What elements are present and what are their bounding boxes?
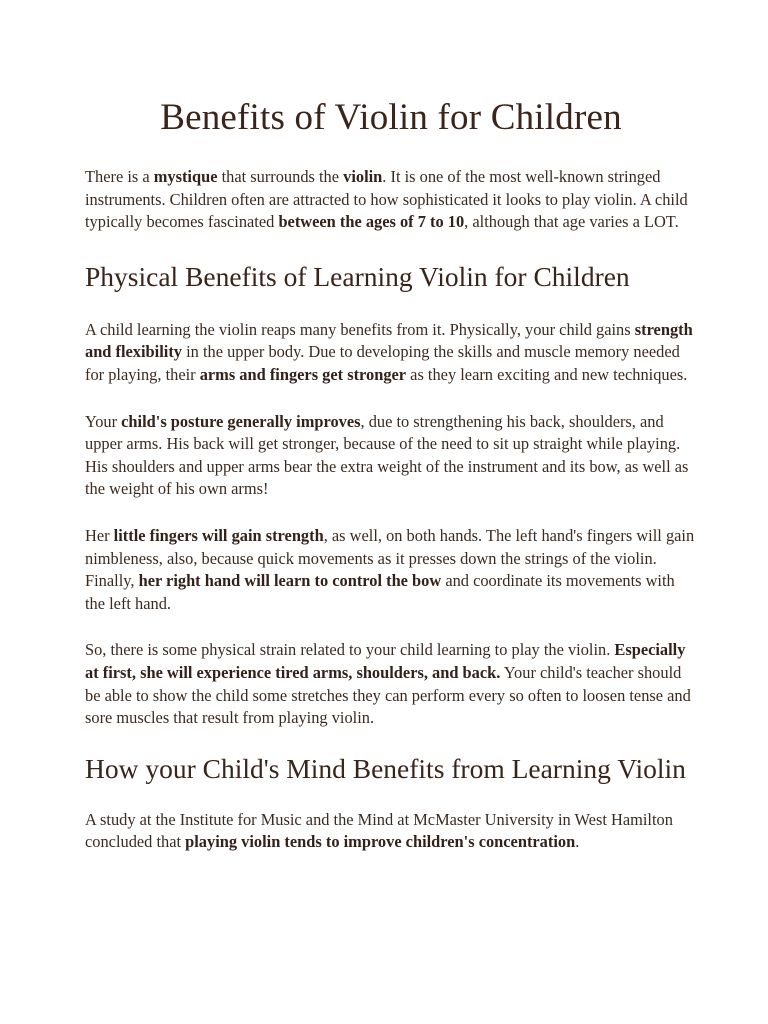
body-text: A study at the Institute for Music and the Mind at McMaster University in West Hamilton concluded that: [85, 809, 673, 852]
emphasized-text: child's posture generally improves: [121, 411, 361, 431]
physical-paragraph-strain: [85, 639, 697, 729]
emphasized-text: playing violin tends to improve children's concentration: [185, 832, 576, 852]
mind-benefits-heading: How your Child's Mind Benefits from Learning Violin: [85, 752, 686, 784]
body-text: that surrounds the: [217, 167, 344, 186]
intro-paragraph: [85, 166, 697, 234]
mind-paragraph: [85, 809, 697, 854]
emphasized-text: Especially at first, she will experience tired arms, shoulders, and back.: [85, 640, 686, 682]
body-text: . It is one of the most well-known stringed instruments. Children often are attracted to how sophisticated it looks to play violin. A child typically becomes fascinated: [85, 167, 688, 232]
body-text: A child learning the violin reaps many benefits from it. Physically, your child gains: [85, 319, 635, 339]
body-text: and coordinate its movements with the left hand.: [85, 571, 675, 613]
emphasized-text: mystique: [153, 167, 218, 186]
body-text: Her: [85, 525, 114, 545]
physical-paragraph-strength: [85, 319, 697, 387]
document-title: Benefits of Violin for Children: [160, 97, 622, 138]
body-text: .: [575, 832, 580, 852]
body-text: , although that age varies a LOT.: [464, 212, 679, 232]
emphasized-text: arms and fingers get stronger: [199, 364, 407, 384]
body-text: So, there is some physical strain related to your child learning to play the violin.: [85, 640, 615, 660]
emphasized-text: violin: [343, 167, 383, 186]
emphasized-text: between the ages of 7 to 10: [278, 212, 465, 232]
body-text: Your child's teacher should be able to show the child some stretches they can perform every so often to loosen tense and sore muscles that result from playing violin.: [85, 662, 691, 728]
body-text: in the upper body. Due to developing the skills and muscle memory needed for playing, their: [85, 342, 680, 384]
body-text: as they learn exciting and new techniques.: [406, 364, 688, 384]
physical-paragraph-posture: [85, 411, 697, 501]
document-page: [85, 92, 697, 854]
body-text: , due to strengthening his back, shoulders, and upper arms. His back will get stronger, because of the need to sit up straight while playing. His shoulders and upper arms bear the extra weight of the instrument and its bow, as well as the weight of his own arms!: [85, 411, 689, 499]
body-text: Your: [85, 411, 122, 431]
body-text: , as well, on both hands. The left hand's fingers will gain nimbleness, also, because quick movements as it presses down the strings of the violin. Finally,: [85, 525, 695, 591]
emphasized-text: strength and flexibility: [85, 319, 693, 362]
emphasized-text: little fingers will gain strength: [113, 525, 324, 545]
body-text: There is a: [85, 167, 154, 186]
physical-benefits-heading: Physical Benefits of Learning Violin for Children: [85, 260, 630, 292]
physical-paragraph-fingers: [85, 525, 697, 615]
emphasized-text: her right hand will learn to control the bow: [138, 571, 442, 591]
